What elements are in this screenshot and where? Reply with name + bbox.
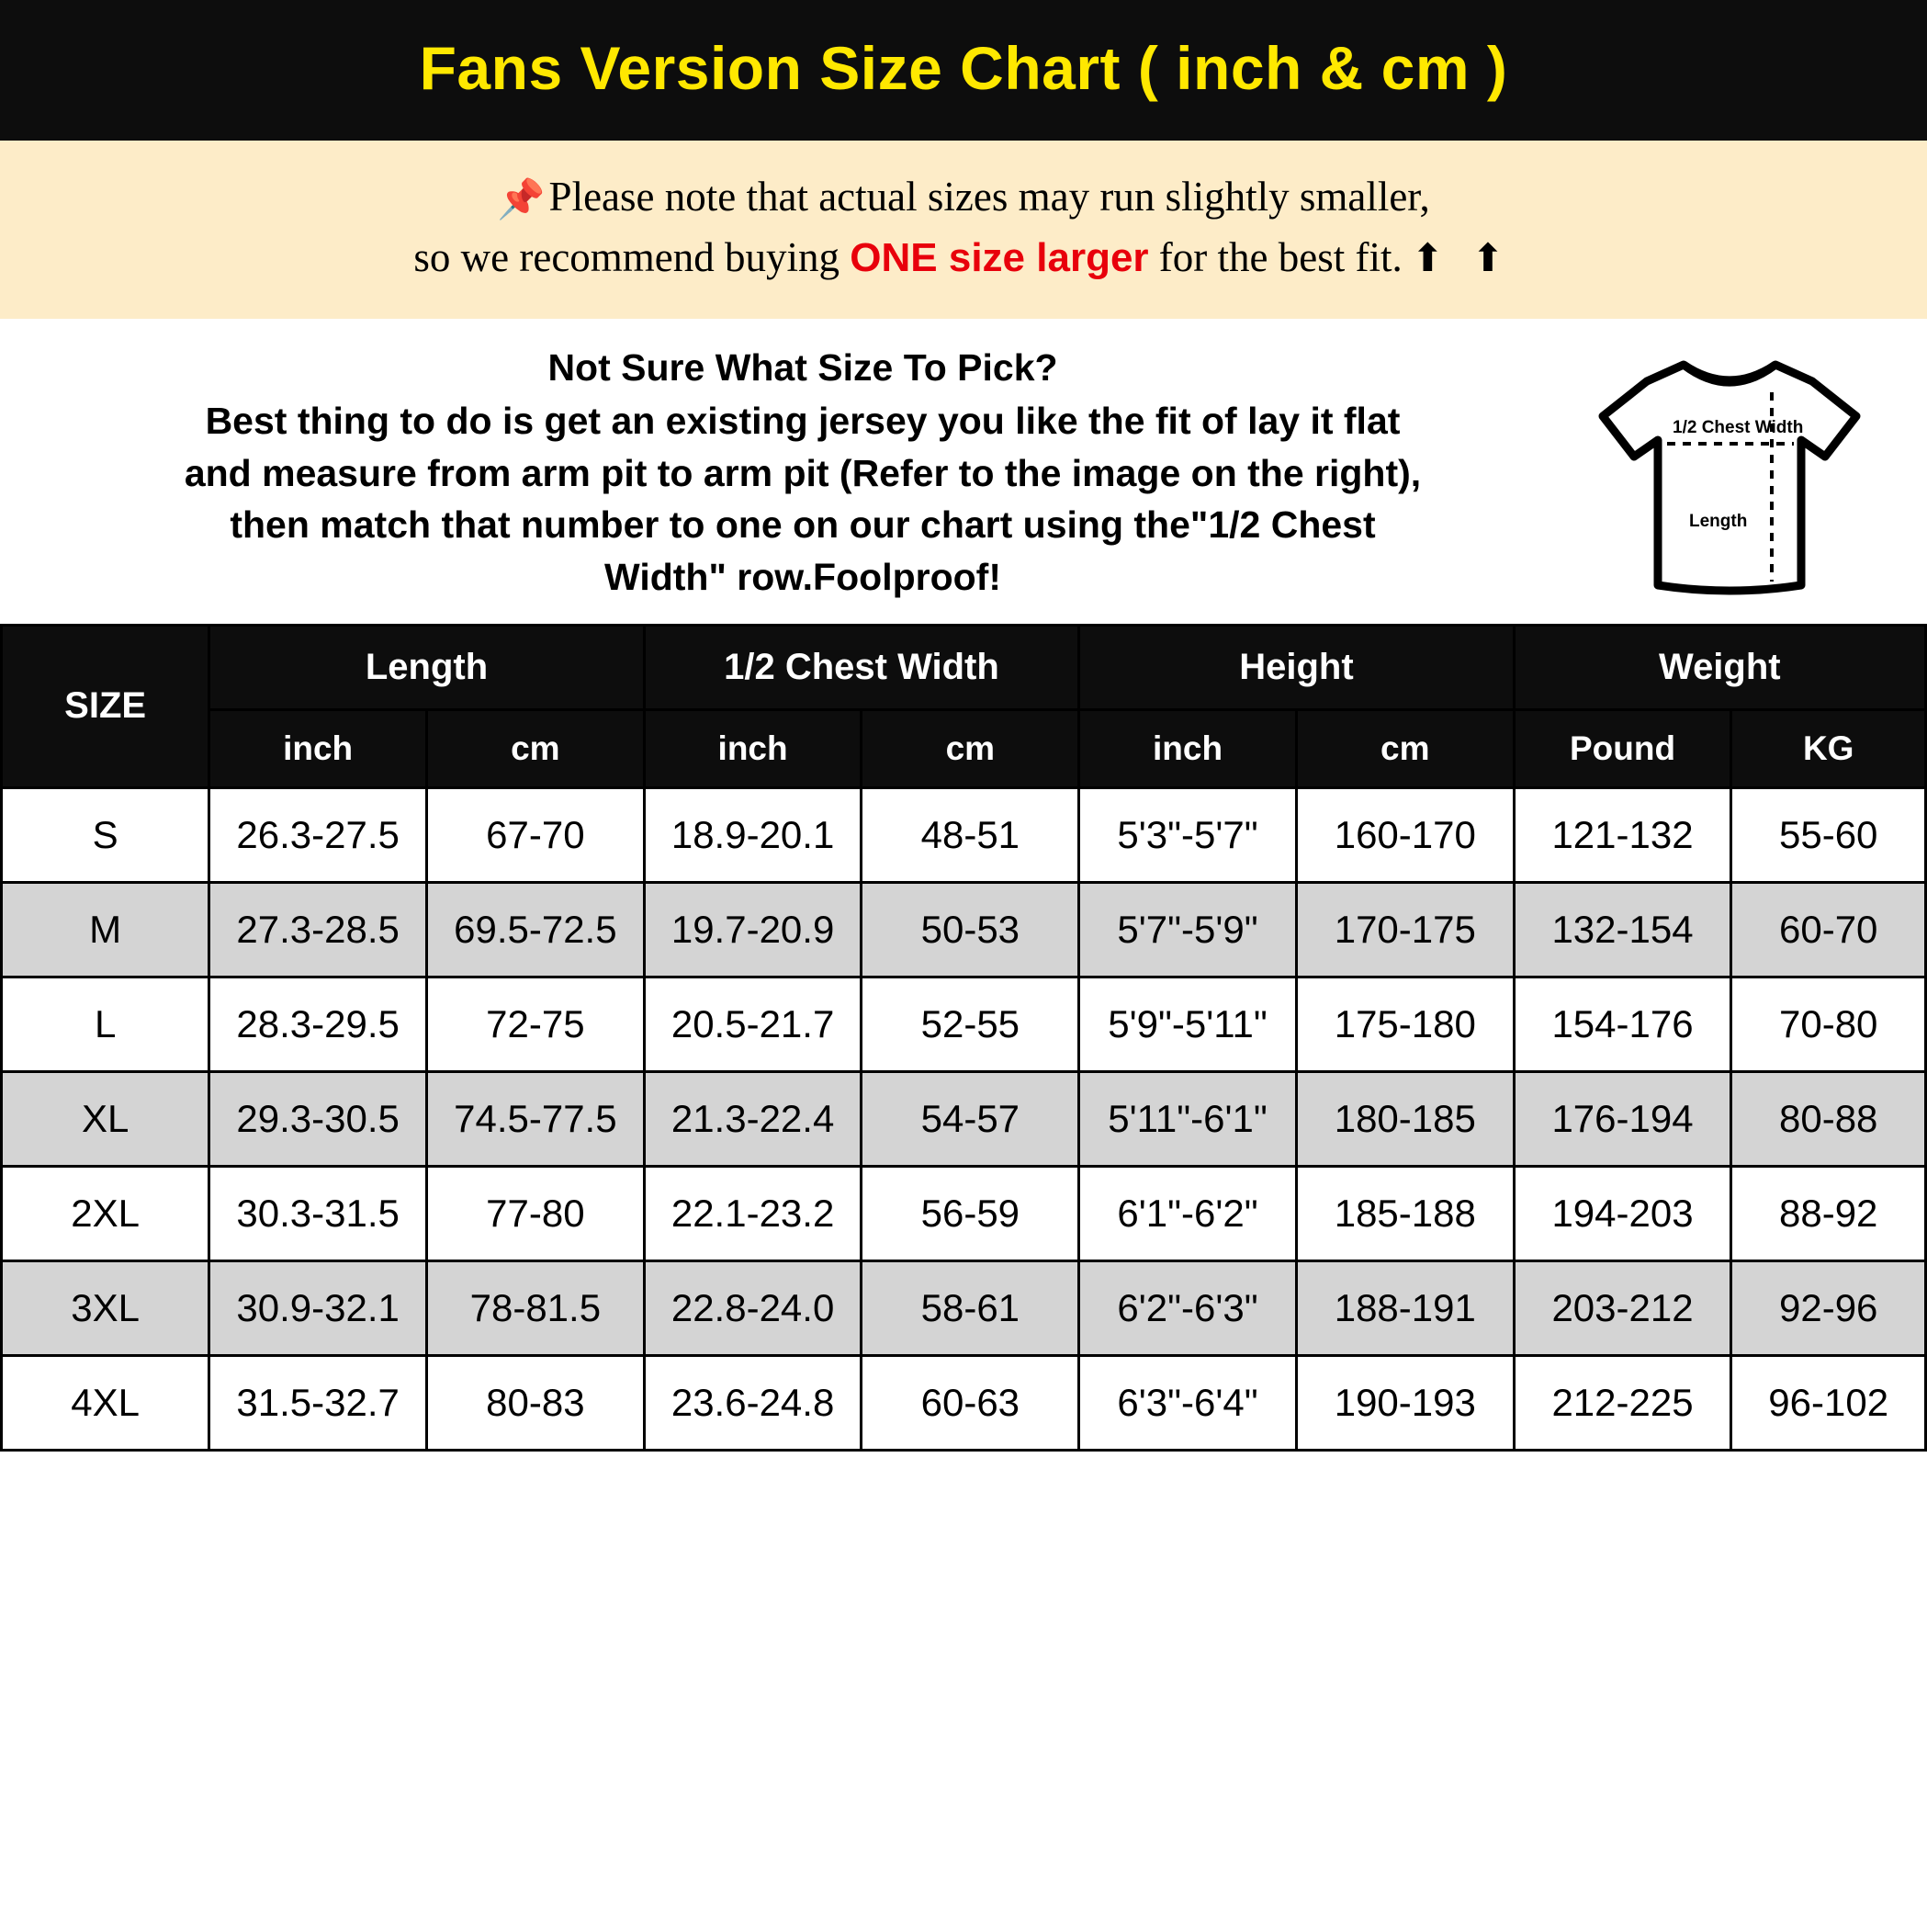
cell-length-cm: 80-83 — [426, 1355, 644, 1450]
cell-length-cm: 69.5-72.5 — [426, 882, 644, 977]
table-unit-header-row — [2, 709, 1926, 787]
table-header — [2, 625, 1926, 787]
note-emphasis: ONE size larger — [850, 234, 1149, 280]
cell-chest-cm: 48-51 — [862, 787, 1079, 882]
note-line-2 — [37, 229, 1890, 288]
up-arrow-icons: ⬆ ⬆ — [1411, 237, 1514, 280]
cell-chest-cm: 54-57 — [862, 1071, 1079, 1166]
cell-height-inch: 5'11"-6'1" — [1079, 1071, 1297, 1166]
cell-length-cm: 78-81.5 — [426, 1260, 644, 1355]
cell-length-inch: 29.3-30.5 — [209, 1071, 427, 1166]
table-row — [2, 1071, 1926, 1166]
cell-length-inch: 26.3-27.5 — [209, 787, 427, 882]
help-section — [0, 319, 1927, 624]
cell-height-inch: 5'7"-5'9" — [1079, 882, 1297, 977]
cell-weight-pound: 203-212 — [1514, 1260, 1731, 1355]
header-size: SIZE — [2, 625, 209, 787]
header-length: Length — [209, 625, 644, 709]
cell-weight-kg: 60-70 — [1731, 882, 1926, 977]
table-group-header-row — [2, 625, 1926, 709]
header-length-inch: inch — [209, 709, 427, 787]
cell-size: L — [2, 977, 209, 1071]
table-row — [2, 1355, 1926, 1450]
help-line-3: then match that number to one on our chart using the"1/2 Chest — [230, 503, 1376, 547]
cell-weight-pound: 176-194 — [1514, 1071, 1731, 1166]
cell-length-inch: 30.3-31.5 — [209, 1166, 427, 1260]
cell-size: M — [2, 882, 209, 977]
table-body — [2, 787, 1926, 1450]
cell-weight-kg: 92-96 — [1731, 1260, 1926, 1355]
note-banner — [0, 141, 1927, 319]
cell-height-cm: 170-175 — [1296, 882, 1514, 977]
size-table — [0, 624, 1927, 1452]
cell-weight-pound: 194-203 — [1514, 1166, 1731, 1260]
cell-chest-cm: 52-55 — [862, 977, 1079, 1071]
note-text-1: Please note that actual sizes may run slightly smaller, — [548, 174, 1430, 220]
cell-size: 2XL — [2, 1166, 209, 1260]
header-chest-inch: inch — [644, 709, 862, 787]
cell-length-cm: 77-80 — [426, 1166, 644, 1260]
cell-height-cm: 190-193 — [1296, 1355, 1514, 1450]
cell-length-cm: 74.5-77.5 — [426, 1071, 644, 1166]
pushpin-icon: 📌 — [497, 179, 546, 222]
header-chest-width: 1/2 Chest Width — [644, 625, 1078, 709]
length-label: Length — [1689, 511, 1748, 531]
help-line-2: and measure from arm pit to arm pit (Refer to the image on the right), — [184, 451, 1422, 494]
help-text-block — [18, 343, 1578, 604]
header-weight: Weight — [1514, 625, 1925, 709]
cell-weight-pound: 121-132 — [1514, 787, 1731, 882]
tshirt-icon — [1592, 356, 1867, 604]
cell-weight-kg: 70-80 — [1731, 977, 1926, 1071]
cell-length-inch: 31.5-32.7 — [209, 1355, 427, 1450]
cell-height-cm: 180-185 — [1296, 1071, 1514, 1166]
help-line-1: Best thing to do is get an existing jersey you like the fit of lay it flat — [205, 400, 1401, 443]
chart-title-bar — [0, 0, 1927, 141]
cell-chest-inch: 22.1-23.2 — [644, 1166, 862, 1260]
cell-chest-inch: 22.8-24.0 — [644, 1260, 862, 1355]
cell-weight-kg: 96-102 — [1731, 1355, 1926, 1450]
cell-chest-cm: 50-53 — [862, 882, 1079, 977]
cell-length-inch: 28.3-29.5 — [209, 977, 427, 1071]
cell-size: 3XL — [2, 1260, 209, 1355]
cell-height-inch: 5'9"-5'11" — [1079, 977, 1297, 1071]
header-height-cm: cm — [1296, 709, 1514, 787]
header-height-inch: inch — [1079, 709, 1297, 787]
cell-length-inch: 30.9-32.1 — [209, 1260, 427, 1355]
tshirt-diagram — [1578, 343, 1909, 604]
header-height: Height — [1079, 625, 1514, 709]
cell-chest-inch: 23.6-24.8 — [644, 1355, 862, 1450]
cell-height-inch: 5'3"-5'7" — [1079, 787, 1297, 882]
header-weight-kg: KG — [1731, 709, 1926, 787]
table-row — [2, 1166, 1926, 1260]
table-row — [2, 882, 1926, 977]
page-title: Fans Version Size Chart ( inch & cm ) — [419, 34, 1508, 102]
cell-height-cm: 160-170 — [1296, 787, 1514, 882]
cell-length-inch: 27.3-28.5 — [209, 882, 427, 977]
cell-length-cm: 72-75 — [426, 977, 644, 1071]
cell-size: S — [2, 787, 209, 882]
cell-height-cm: 175-180 — [1296, 977, 1514, 1071]
cell-weight-kg: 55-60 — [1731, 787, 1926, 882]
cell-chest-inch: 19.7-20.9 — [644, 882, 862, 977]
header-chest-cm: cm — [862, 709, 1079, 787]
cell-height-inch: 6'3"-6'4" — [1079, 1355, 1297, 1450]
cell-length-cm: 67-70 — [426, 787, 644, 882]
help-heading: Not Sure What Size To Pick? — [547, 345, 1058, 389]
chest-width-label: 1/2 Chest Width — [1673, 417, 1804, 437]
note-line-1 — [37, 168, 1890, 229]
cell-chest-inch: 18.9-20.1 — [644, 787, 862, 882]
cell-size: XL — [2, 1071, 209, 1166]
cell-chest-inch: 20.5-21.7 — [644, 977, 862, 1071]
cell-height-cm: 188-191 — [1296, 1260, 1514, 1355]
table-row — [2, 787, 1926, 882]
cell-weight-pound: 132-154 — [1514, 882, 1731, 977]
cell-size: 4XL — [2, 1355, 209, 1450]
note-text-2-before: so we recommend buying — [413, 233, 851, 280]
header-weight-pound: Pound — [1514, 709, 1731, 787]
cell-height-inch: 6'2"-6'3" — [1079, 1260, 1297, 1355]
header-length-cm: cm — [426, 709, 644, 787]
cell-chest-cm: 58-61 — [862, 1260, 1079, 1355]
cell-weight-pound: 154-176 — [1514, 977, 1731, 1071]
cell-weight-kg: 88-92 — [1731, 1166, 1926, 1260]
cell-weight-pound: 212-225 — [1514, 1355, 1731, 1450]
cell-height-cm: 185-188 — [1296, 1166, 1514, 1260]
table-row — [2, 1260, 1926, 1355]
cell-chest-cm: 60-63 — [862, 1355, 1079, 1450]
table-row — [2, 977, 1926, 1071]
cell-weight-kg: 80-88 — [1731, 1071, 1926, 1166]
note-text-2-after: for the best fit. — [1148, 233, 1403, 280]
help-line-4: Width" row.Foolproof! — [604, 555, 1001, 598]
cell-chest-inch: 21.3-22.4 — [644, 1071, 862, 1166]
cell-height-inch: 6'1"-6'2" — [1079, 1166, 1297, 1260]
cell-chest-cm: 56-59 — [862, 1166, 1079, 1260]
